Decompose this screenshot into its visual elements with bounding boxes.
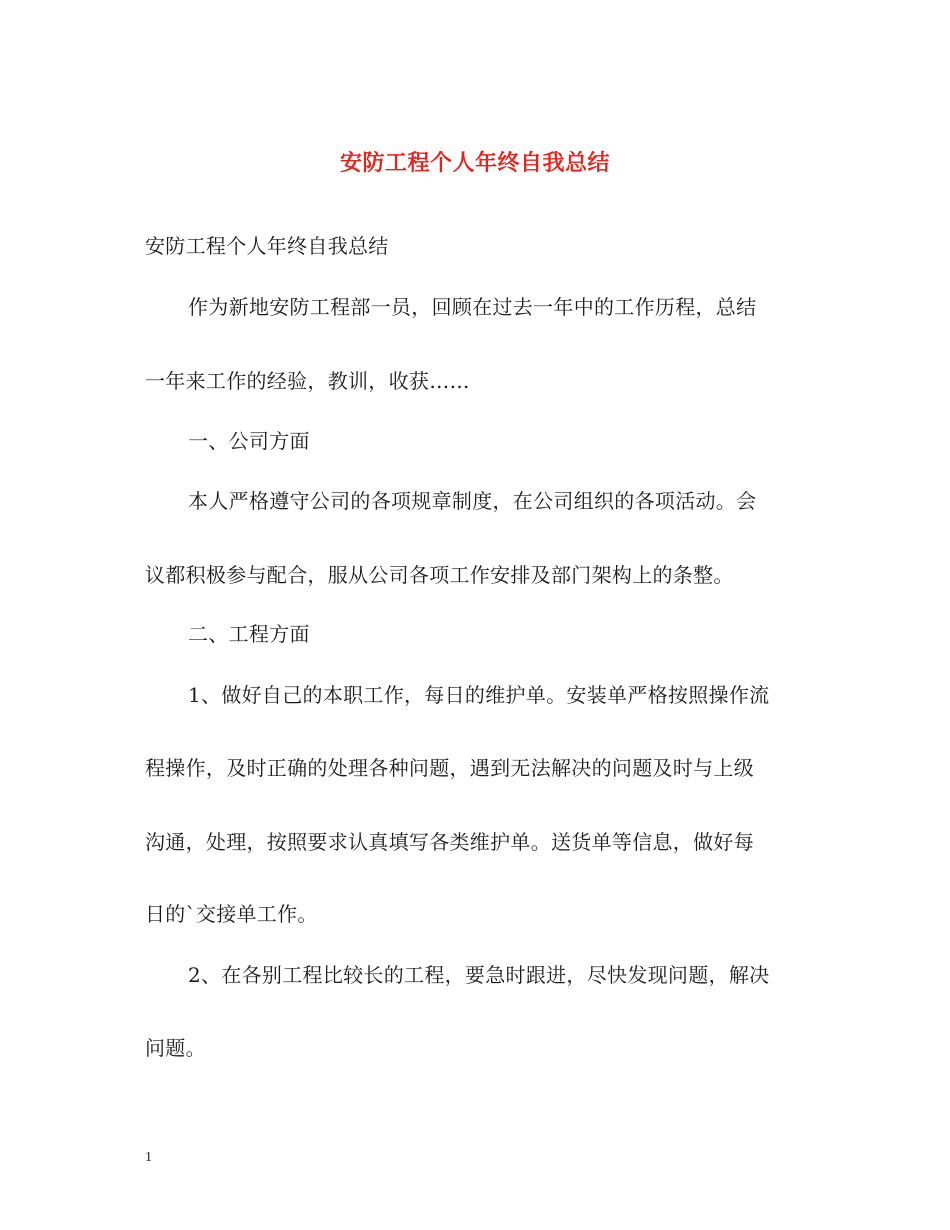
paragraph-line: 本人严格遵守公司的各项规章制度，在公司组织的各项活动。会 [188,489,757,513]
section-heading-engineering: 二、工程方面 [188,622,310,646]
paragraph-line: 程操作，及时正确的处理各种问题，遇到无法解决的问题及时与上级 [145,756,754,780]
paragraph-line: 问题。 [145,1036,206,1060]
section-heading-company: 一、公司方面 [188,429,310,453]
paragraph-line: 2、在各别工程比较长的工程，要急时跟进，尽快发现问题，解决 [188,963,770,987]
paragraph-line: 作为新地安防工程部一员，回顾在过去一年中的工作历程，总结 [188,295,757,319]
paragraph-line: 议都积极参与配合，服从公司各项工作安排及部门架构上的条整。 [145,563,734,587]
paragraph-line: 一年来工作的经验，教训，收获…… [145,369,470,393]
paragraph-line: 日的`交接单工作。 [145,902,318,926]
subtitle-line: 安防工程个人年终自我总结 [145,234,389,258]
document-title: 安防工程个人年终自我总结 [339,150,610,176]
page-number: 1 [145,1150,152,1165]
paragraph-line: 1、做好自己的本职工作，每日的维护单。安装单严格按照操作流 [188,683,770,707]
paragraph-line: 沟通，处理，按照要求认真填写各类维护单。送货单等信息，做好每 [145,830,754,854]
